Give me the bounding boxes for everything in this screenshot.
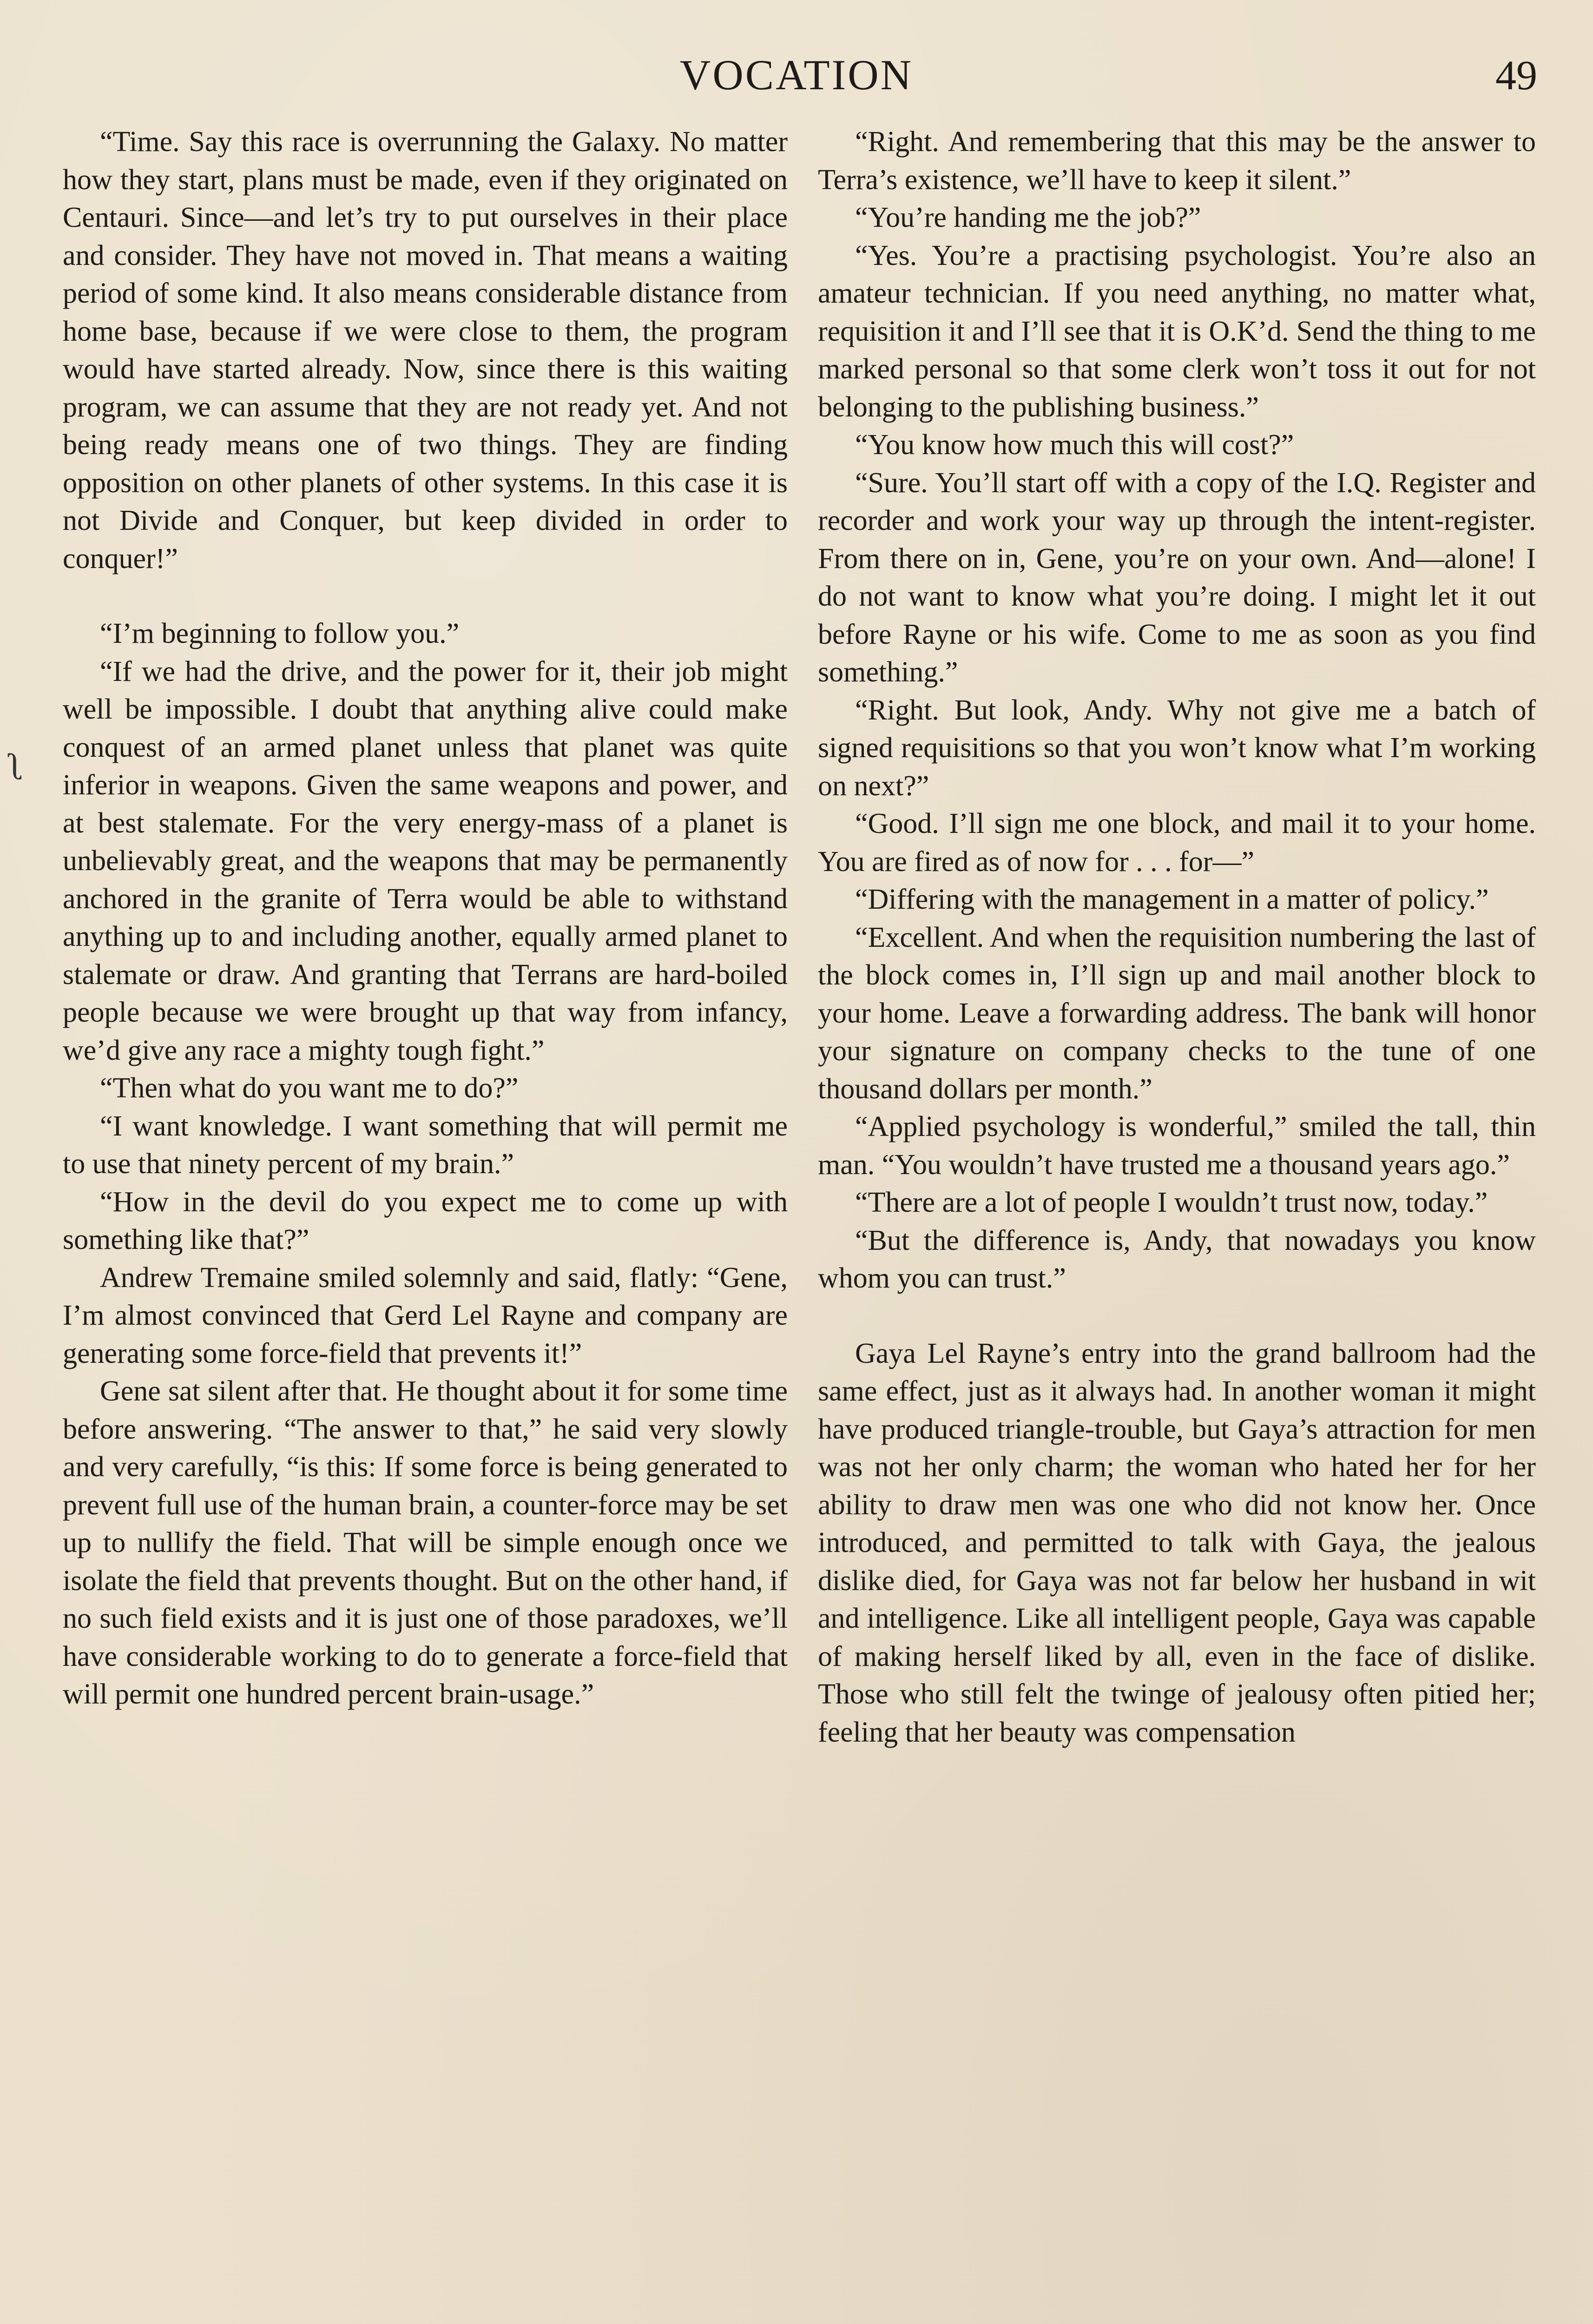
paragraph: “Right. And remembering that this may be the answer to Terra’s existence, we’ll have to keep it silent.” [818, 126, 1536, 196]
paragraph: “I’m beginning to follow you.” [100, 618, 460, 649]
paragraph: “Excellent. And when the requisition numbering the last of the block comes in, I’ll sign up and mail another block to your home. Leave a forwarding address. The bank will honor your signature on company checks to the tune of one thousand dollars per month.” [818, 921, 1536, 1105]
paragraph: “I want knowledge. I want something that will permit me to use that ninety percent of my brain.” [63, 1110, 788, 1180]
paragraph: Gaya Lel Rayne’s entry into the grand ballroom had the same effect, just as it always had. In another woman it might have produced triangle-trouble, but Gaya’s attraction for men was not her only charm; the woman who hated her for her ability to draw men was one who did not know her. Once introduced, and permitted to talk with Gaya, the jealous dislike died, for Gaya was not far below her husband in wit and intelligence. Like all intelligent people, Gaya was capable of making herself liked by all, even in the face of dislike. Those who still felt the twinge of jealousy often pitied her; feeling that her beauty was compensation [818, 1337, 1536, 1748]
paragraph: “You know how much this will cost?” [855, 429, 1294, 461]
paragraph: “Yes. You’re a practising psychologist. You’re also an amateur technician. If you need anything, no matter what, requisition it and I’ll see that it is O.K’d. Send the thing to me marked personal so that some clerk won’t toss it out for not belonging to the publishing business.” [818, 239, 1536, 423]
margin-mark: ʅ [8, 746, 25, 787]
page-number: 49 [1495, 53, 1537, 99]
paragraph: Andrew Tremaine smiled solemnly and said, flatly: “Gene, I’m almost convinced that Gerd Lel Rayne and company are generating some force-field that prevents it!” [63, 1261, 788, 1369]
paragraph: Gene sat silent after that. He thought about it for some time before answering. “The answer to that,” he said very slowly and very carefully, “is this: If some force is being generated to prevent full use of the human brain, a counter-force may be set up to nullify the field. That will be simple enough once we isolate the field that prevents thought. But on the other hand, if no such field exists and it is just one of those paradoxes, we’ll have considerable working to do to generate a force-field that will permit one hundred percent brain-usage.” [63, 1375, 788, 1710]
paragraph: “If we had the drive, and the power for it, their job might well be impossible. I doubt that anything alive could make conquest of an armed planet unless that planet was quite inferior in weapons. Given the same weapons and power, and at best stalemate. For the very energy-mass of a planet is unbelievably great, and the weapons that may be permanently anchored in the granite of Terra would be able to withstand anything up to and including another, equally armed planet to stalemate or draw. And granting that Terrans are hard-boiled people because we were brought up that way from infancy, we’d give any race a mighty tough fight.” [63, 655, 788, 1066]
paragraph: “How in the devil do you expect me to come up with something like that?” [63, 1186, 788, 1255]
paragraph: “Then what do you want me to do?” [100, 1072, 519, 1104]
running-title: VOCATION [679, 51, 914, 99]
paragraph: “But the difference is, Andy, that nowadays you know whom you can trust.” [818, 1224, 1536, 1294]
paragraph: “Right. But look, Andy. Why not give me a batch of signed requisitions so that you won’t know what I’m working on next?” [818, 694, 1536, 802]
left-column [63, 123, 788, 1714]
paragraph: “Good. I’ll sign me one block, and mail it to your home. You are fired as of now for . . . for—” [818, 808, 1536, 878]
paragraph: “Time. Say this race is overrunning the Galaxy. No matter how they start, plans must be made, even if they originated on Centauri. Since—and let’s try to put ourselves in their place and consider. They have not moved in. That means a waiting period of some kind. It also means considerable distance from home base, because if we were close to them, the program would have started already. Now, since there is this waiting program, we can assume that they are not ready yet. And not being ready means one of two things. They are finding opposition on other planets of other systems. In this case it is not Divide and Conquer, but keep divided in order to conquer!” [63, 126, 788, 574]
paragraph: “There are a lot of people I wouldn’t trust now, today.” [855, 1187, 1488, 1218]
paragraph: “Sure. You’ll start off with a copy of the I.Q. Register and recorder and work your way up through the intent-register. From there on in, Gene, you’re on your own. And—alone! I do not want to know what you’re doing. I might let it out before Rayne or his wife. Come to me as soon as you find something.” [818, 467, 1536, 688]
right-column [818, 123, 1536, 1751]
paragraph-gap [63, 578, 788, 615]
section-break [818, 1298, 1536, 1335]
paragraph: “You’re handing me the job?” [855, 202, 1201, 233]
paragraph: “Differing with the management in a matter of policy.” [855, 884, 1489, 915]
paragraph: “Applied psychology is wonderful,” smiled the tall, thin man. “You wouldn’t have trusted me a thousand years ago.” [818, 1111, 1536, 1181]
